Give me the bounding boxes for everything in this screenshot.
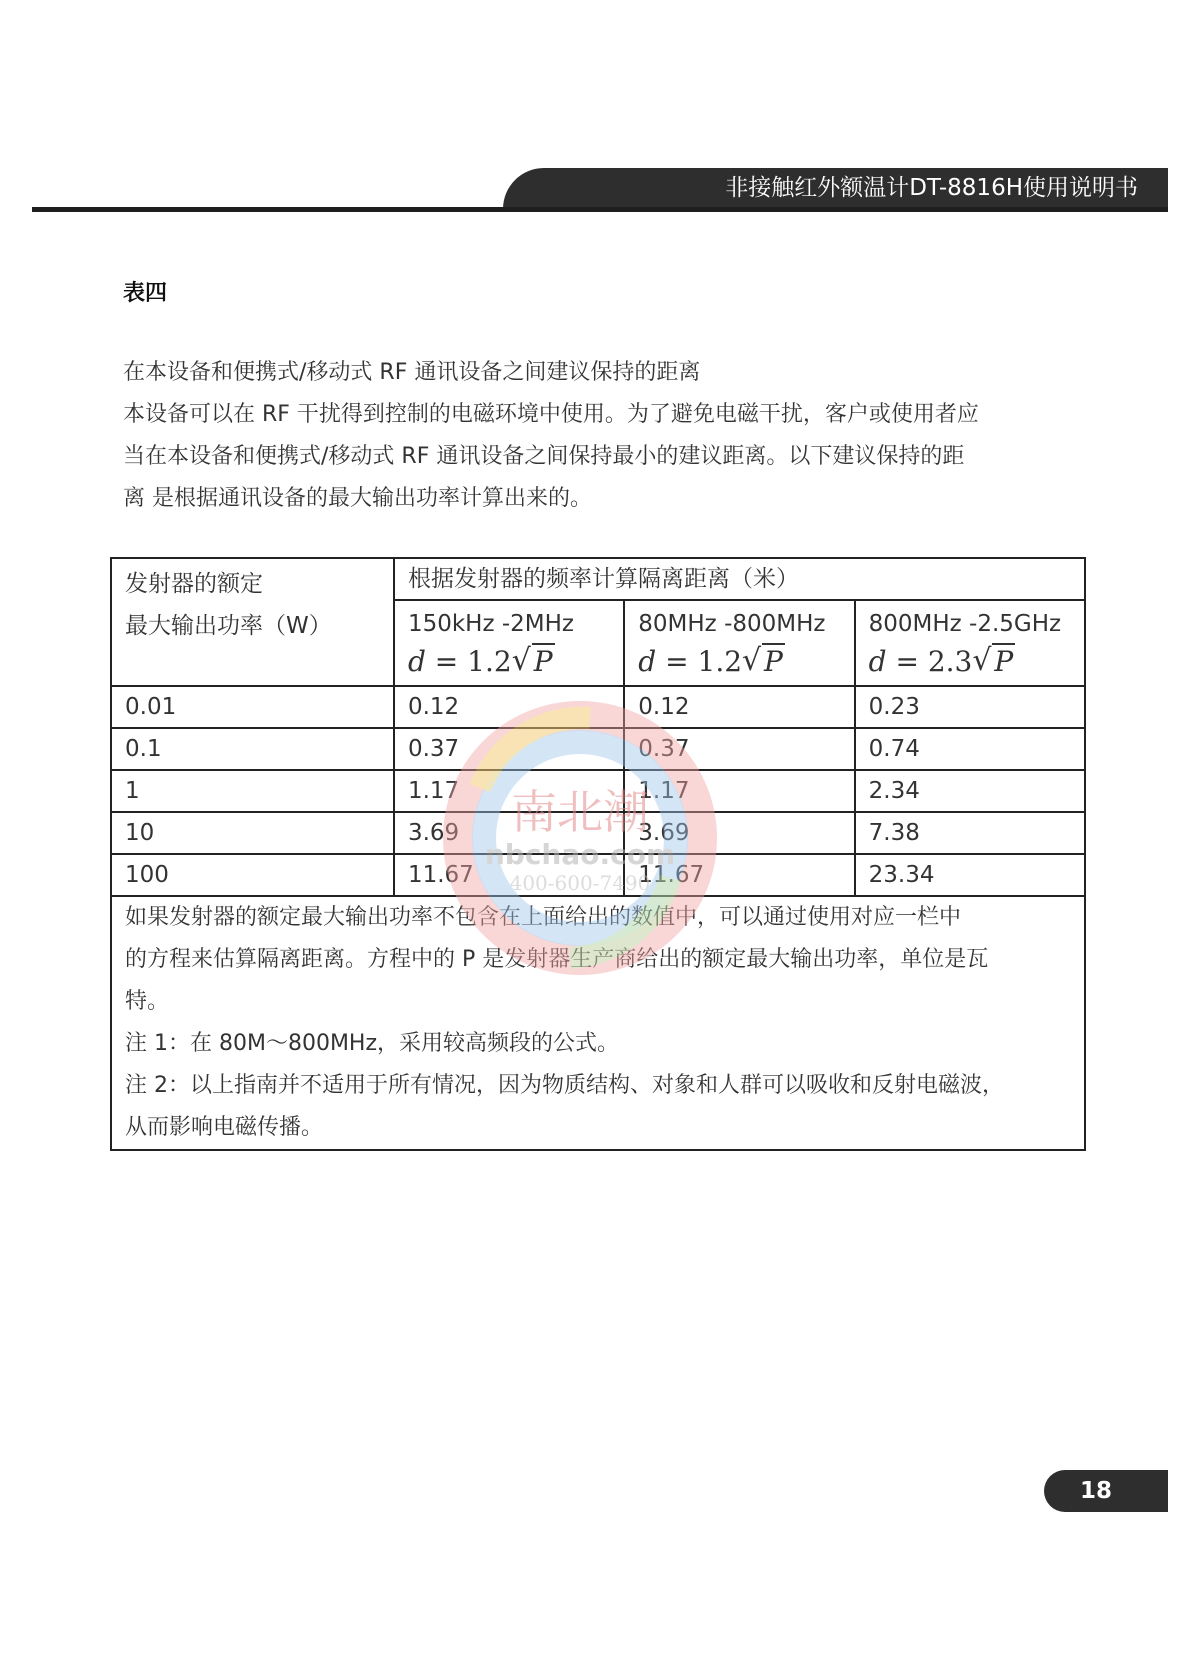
distance-formula: d = 1.2√ P bbox=[408, 643, 623, 681]
header-rule bbox=[32, 207, 1168, 212]
note-line: 注 2：以上指南并不适用于所有情况，因为物质结构、对象和人群可以吸收和反射电磁波， bbox=[125, 1073, 1004, 1098]
section-title: 表四 bbox=[123, 281, 168, 306]
table-cell: 0.37 bbox=[394, 728, 624, 770]
distance-span-header: 根据发射器的频率计算隔离距离（米） bbox=[394, 558, 1085, 600]
table-row bbox=[111, 728, 1085, 770]
band-header bbox=[394, 600, 624, 686]
table-cell: 11.67 bbox=[624, 854, 854, 896]
band-label: 800MHz -2.5GHz bbox=[868, 611, 1062, 637]
note-line: 特。 bbox=[125, 989, 170, 1014]
table-cell: 23.34 bbox=[855, 854, 1085, 896]
distance-formula: d = 1.2√ P bbox=[638, 643, 853, 681]
intro-line: 在本设备和便携式/移动式 RF 通讯设备之间建议保持的距离 bbox=[123, 360, 701, 385]
distance-formula: d = 2.3√ P bbox=[869, 643, 1084, 681]
band-header bbox=[855, 600, 1085, 686]
table-cell: 0.74 bbox=[855, 728, 1085, 770]
header-tab bbox=[503, 168, 1168, 209]
note-line: 如果发射器的额定最大输出功率不包含在上面给出的数值中，可以通过使用对应一栏中 bbox=[125, 905, 962, 930]
table-row bbox=[111, 686, 1085, 728]
table-cell: 0.37 bbox=[624, 728, 854, 770]
note-line: 注 1：在 80M～800MHz，采用较高频段的公式。 bbox=[125, 1031, 620, 1056]
table-cell: 1.17 bbox=[624, 770, 854, 812]
square-root-symbol: √ P bbox=[512, 643, 555, 681]
power-header-line: 最大输出功率（W） bbox=[125, 613, 332, 639]
power-header-line: 发射器的额定 bbox=[125, 571, 263, 597]
table-cell: 100 bbox=[111, 854, 394, 896]
table-cell: 1.17 bbox=[394, 770, 624, 812]
watermark-phone: 400-600-7490 bbox=[509, 871, 651, 895]
document-title: 非接触红外额温计DT-8816H使用说明书 bbox=[725, 175, 1138, 201]
watermark-brand: 南北潮 bbox=[511, 785, 649, 839]
table-cell: 10 bbox=[111, 812, 394, 854]
intro-line: 本设备可以在 RF 干扰得到控制的电磁环境中使用。为了避免电磁干扰，客户或使用者应 bbox=[123, 402, 979, 427]
square-root-symbol: √ P bbox=[742, 643, 785, 681]
table-row bbox=[111, 854, 1085, 896]
square-root-symbol: √ P bbox=[972, 643, 1015, 681]
table-cell: 0.12 bbox=[624, 686, 854, 728]
power-column-header bbox=[111, 558, 394, 686]
table-cell: 0.23 bbox=[855, 686, 1085, 728]
table-notes bbox=[111, 896, 1085, 1150]
table-row bbox=[111, 770, 1085, 812]
note-line: 从而影响电磁传播。 bbox=[125, 1115, 324, 1140]
table-notes-row bbox=[111, 896, 1085, 1150]
table-cell: 1 bbox=[111, 770, 394, 812]
table-cell: 0.01 bbox=[111, 686, 394, 728]
note-line: 的方程来估算隔离距离。方程中的 P 是发射器生产商给出的额定最大输出功率，单位是瓦 bbox=[125, 947, 989, 972]
band-header bbox=[624, 600, 854, 686]
intro-line: 当在本设备和便携式/移动式 RF 通讯设备之间保持最小的建议距离。以下建议保持的距 bbox=[123, 444, 965, 469]
table-cell: 0.12 bbox=[394, 686, 624, 728]
table-cell: 7.38 bbox=[855, 812, 1085, 854]
intro-line: 离 是根据通讯设备的最大输出功率计算出来的。 bbox=[123, 486, 592, 511]
table-cell: 2.34 bbox=[855, 770, 1085, 812]
table-cell: 0.1 bbox=[111, 728, 394, 770]
page-number: 18 bbox=[1044, 1470, 1168, 1512]
table-row bbox=[111, 812, 1085, 854]
table-cell: 3.69 bbox=[394, 812, 624, 854]
separation-distance-table bbox=[110, 557, 1086, 1151]
watermark-site: nbchao.com bbox=[484, 838, 676, 871]
table-cell: 3.69 bbox=[624, 812, 854, 854]
band-label: 150kHz -2MHz bbox=[407, 611, 574, 637]
table-cell: 11.67 bbox=[394, 854, 624, 896]
band-label: 80MHz -800MHz bbox=[638, 611, 826, 637]
intro-paragraph bbox=[123, 352, 1083, 520]
table-header-row bbox=[111, 558, 1085, 600]
